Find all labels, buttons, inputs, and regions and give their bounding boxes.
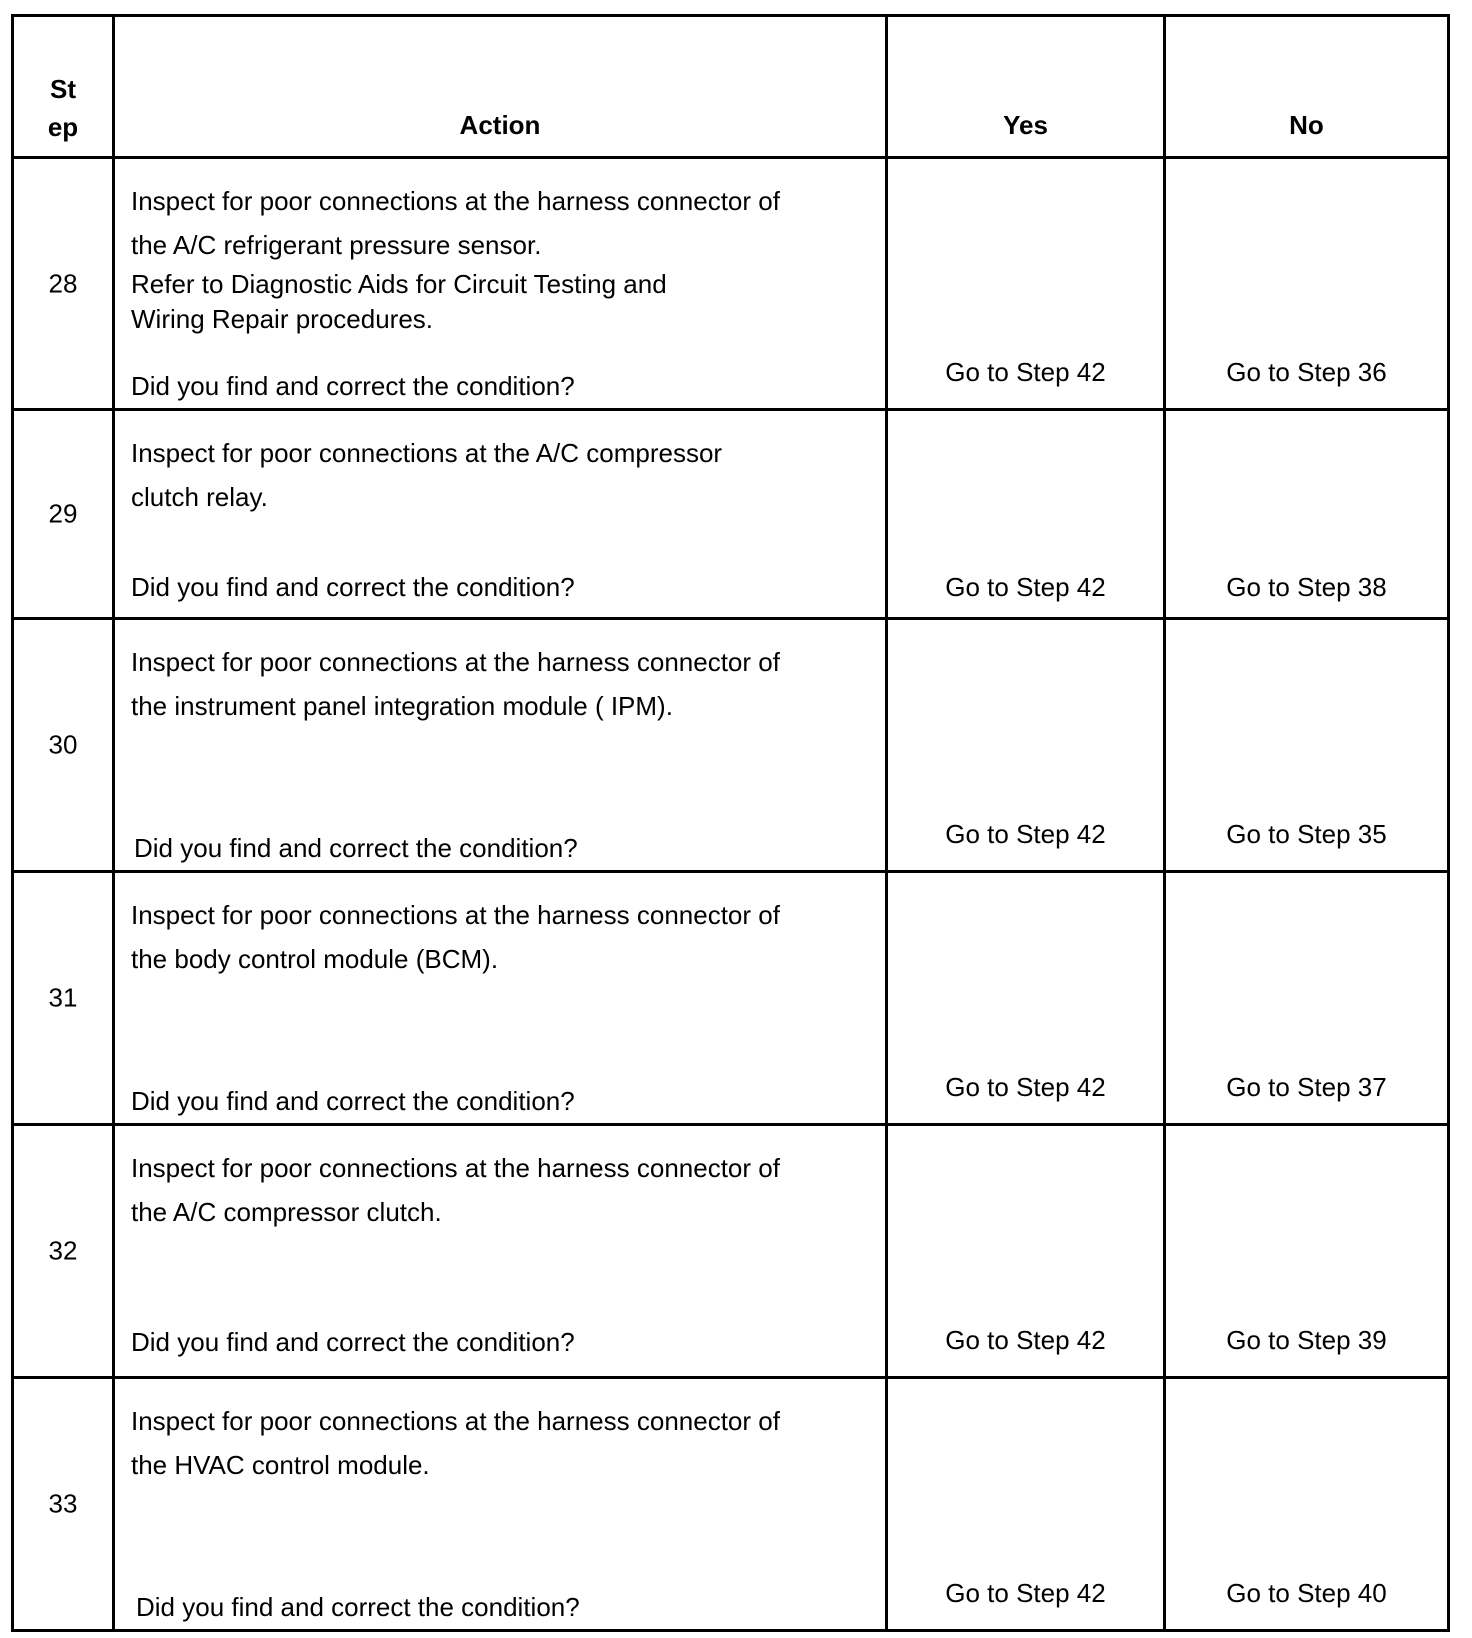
step-column-header (13, 16, 114, 158)
action-question: Did you find and correct the condition? (131, 1327, 575, 1357)
action-cell (114, 158, 887, 410)
action-line: Inspect for poor connections at the harness connector of (131, 186, 780, 216)
no-goto-link[interactable]: Go to Step 39 (1226, 1325, 1387, 1355)
step-header-line1: St (50, 74, 76, 104)
action-question: Did you find and correct the condition? (131, 371, 575, 401)
action-question: Did you find and correct the condition? (136, 1592, 580, 1622)
action-cell (114, 619, 887, 872)
yes-goto-link[interactable]: Go to Step 42 (945, 1072, 1106, 1102)
table-row (13, 410, 1449, 619)
no-goto-link[interactable]: Go to Step 35 (1226, 819, 1387, 849)
yes-goto-link[interactable]: Go to Step 42 (945, 819, 1106, 849)
action-question: Did you find and correct the condition? (131, 572, 575, 602)
action-line: Inspect for poor connections at the harness connector of (131, 647, 780, 677)
step-cell (13, 1378, 114, 1631)
yes-column-header: Yes (887, 16, 1165, 158)
action-line: Inspect for poor connections at the A/C compressor (131, 438, 723, 468)
no-goto-link[interactable]: Go to Step 37 (1226, 1072, 1387, 1102)
step-number: 29 (48, 498, 78, 529)
table-row (13, 872, 1449, 1125)
table-row (13, 619, 1449, 872)
action-line: the HVAC control module. (131, 1450, 430, 1480)
yes-cell (887, 158, 1165, 410)
table-row (13, 1378, 1449, 1631)
action-cell (114, 410, 887, 619)
no-cell (1165, 872, 1449, 1125)
yes-goto-link[interactable]: Go to Step 42 (945, 1578, 1106, 1608)
yes-goto-link[interactable]: Go to Step 42 (945, 1325, 1106, 1355)
step-cell (13, 158, 114, 410)
action-cell (114, 1125, 887, 1378)
action-question: Did you find and correct the condition? (134, 833, 578, 863)
action-line: Wiring Repair procedures. (131, 304, 434, 334)
yes-cell (887, 1378, 1165, 1631)
no-column-header: No (1165, 16, 1449, 158)
step-number: 31 (48, 982, 78, 1013)
action-line: Inspect for poor connections at the harness connector of (131, 1406, 780, 1436)
step-cell (13, 410, 114, 619)
step-header-line2: ep (47, 112, 79, 142)
action-column-header: Action (114, 16, 887, 158)
table-row (13, 1125, 1449, 1378)
no-goto-link[interactable]: Go to Step 38 (1226, 572, 1387, 602)
action-line: Refer to Diagnostic Aids for Circuit Testing and (131, 269, 667, 299)
table-row (13, 158, 1449, 410)
no-cell (1165, 619, 1449, 872)
step-cell (13, 619, 114, 872)
yes-cell (887, 872, 1165, 1125)
no-goto-link[interactable]: Go to Step 40 (1226, 1578, 1387, 1608)
no-cell (1165, 1378, 1449, 1631)
no-goto-link[interactable]: Go to Step 36 (1226, 357, 1387, 387)
action-line: the A/C refrigerant pressure sensor. (131, 230, 542, 260)
yes-cell (887, 619, 1165, 872)
action-question: Did you find and correct the condition? (131, 1086, 575, 1116)
no-cell (1165, 158, 1449, 410)
no-cell (1165, 410, 1449, 619)
yes-cell (887, 1125, 1165, 1378)
table-header-row (13, 16, 1449, 158)
step-number: 32 (48, 1235, 78, 1266)
action-line: the body control module (BCM). (131, 944, 499, 974)
action-line: Inspect for poor connections at the harness connector of (131, 900, 780, 930)
step-cell (13, 872, 114, 1125)
step-cell (13, 1125, 114, 1378)
diagnostic-table (11, 14, 1450, 1632)
step-number: 30 (48, 729, 78, 760)
yes-cell (887, 410, 1165, 619)
action-line: the A/C compressor clutch. (131, 1197, 442, 1227)
yes-goto-link[interactable]: Go to Step 42 (945, 357, 1106, 387)
yes-goto-link[interactable]: Go to Step 42 (945, 572, 1106, 602)
action-line: the instrument panel integration module ( IPM). (131, 691, 673, 721)
action-cell (114, 872, 887, 1125)
action-line: clutch relay. (131, 482, 268, 512)
step-number: 28 (48, 268, 78, 298)
step-number: 33 (48, 1488, 78, 1519)
action-line: Inspect for poor connections at the harness connector of (131, 1153, 780, 1183)
no-cell (1165, 1125, 1449, 1378)
action-cell (114, 1378, 887, 1631)
